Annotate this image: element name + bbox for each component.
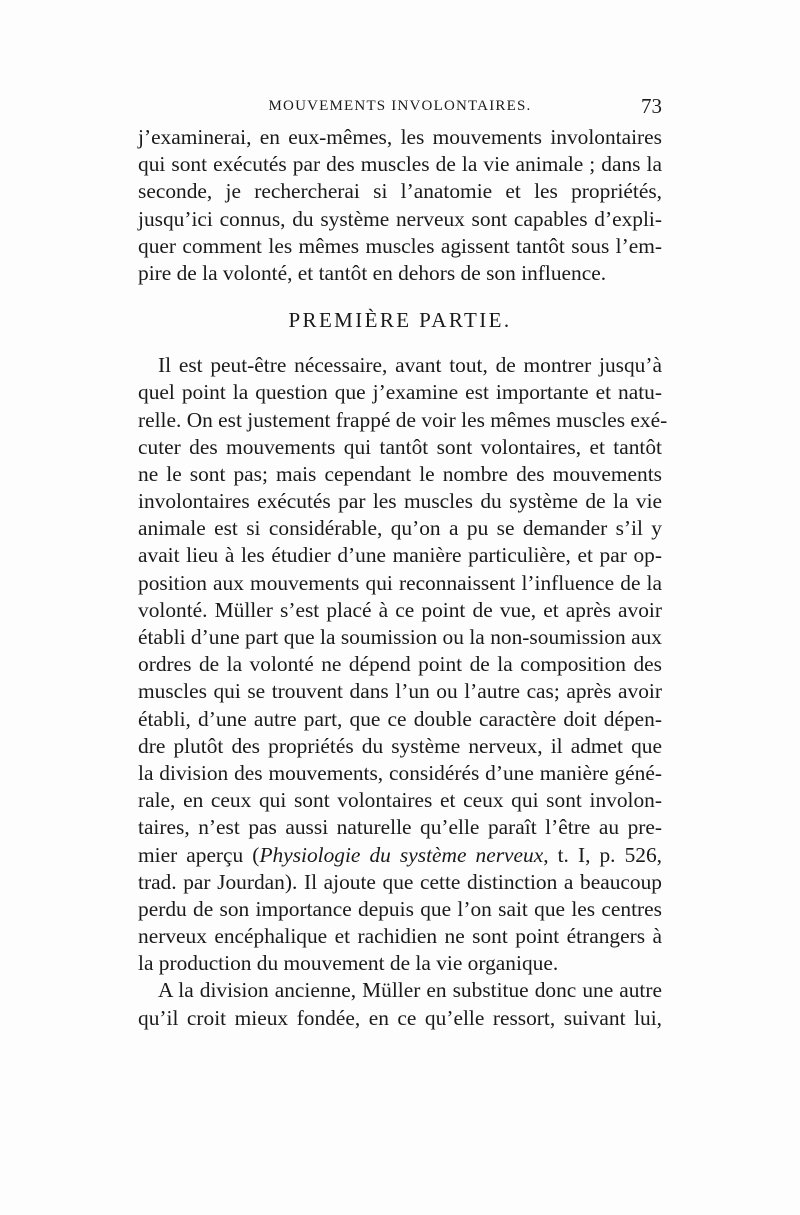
text-line: perdu de son importance depuis que l’on sait que les centres xyxy=(138,896,662,921)
text-line: seconde, je rechercherai si l’anatomie et les propriétés, xyxy=(138,179,662,204)
text-line: cuter des mouvements qui tantôt sont volontaires, et tantôt xyxy=(138,434,662,459)
text-line: relle. On est justement frappé de voir les mêmes muscles exé- xyxy=(138,407,668,432)
text-line: muscles qui se trouvent dans l’un ou l’autre cas; après avoir xyxy=(138,679,662,704)
text-line: quer comment les mêmes muscles agissent tantôt sous l’em- xyxy=(138,233,662,258)
text-line: trad. par Jourdan). Il ajoute que cette distinction a beaucoup xyxy=(138,869,662,894)
text-line: établi d’une part que la soumission ou la non-soumission aux xyxy=(138,625,662,649)
text-line: avait lieu à les étudier d’une manière particulière, et par op- xyxy=(138,543,662,568)
paragraph-first-line: Il est peut-être nécessaire, avant tout, de montrer jusqu’à xyxy=(158,353,662,378)
citation-before: mier aperçu ( xyxy=(138,842,260,867)
citation-line xyxy=(138,842,662,869)
text-line: la production du mouvement de la vie organique. xyxy=(138,951,559,976)
text-line: pire de la volonté, et tantôt en dehors de son influence. xyxy=(138,260,607,285)
text-line: animale est si considérable, qu’on a pu se demander s’il y xyxy=(138,516,662,541)
running-head xyxy=(138,94,662,120)
text-line: rale, en ceux qui sont volontaires et ceux qui sont involon- xyxy=(138,788,662,813)
text-line: j’examinerai, en eux-mêmes, les mouvements involontaires xyxy=(138,125,662,149)
text-line: ne le sont pas; mais cependant le nombre des mouvements xyxy=(138,461,662,486)
text-line: dre plutôt des propriétés du système nerveux, il admet que xyxy=(138,733,662,758)
text-line: nerveux encéphalique et rachidien ne sont point étrangers à xyxy=(138,924,662,949)
running-title: MOUVEMENTS INVOLONTAIRES. xyxy=(268,98,532,114)
text-line: la division des mouvements, considérés d’une manière géné- xyxy=(138,760,662,785)
text-line: quel point la question que j’examine est importante et natu- xyxy=(138,380,662,405)
text-line: position aux mouvements qui reconnaissent l’influence de la xyxy=(138,570,662,595)
text-line: établi, d’une autre part, que ce double caractère doit dépen- xyxy=(138,706,662,731)
page-text xyxy=(138,124,668,1032)
text-line: qui sont exécutés par des muscles de la vie animale ; dans la xyxy=(138,152,662,177)
section-title: PREMIÈRE PARTIE. xyxy=(288,308,512,333)
paragraph-first-line: A la division ancienne, Müller en substitue donc une autre xyxy=(158,978,662,1003)
citation-title: Physiologie du système nerveux xyxy=(259,842,544,867)
citation-after: , t. I, p. 526, xyxy=(543,842,663,867)
page-number: 73 xyxy=(641,94,662,118)
text-line: involontaires exécutés par les muscles du système de la vie xyxy=(138,489,662,514)
text-line: ordres de la volonté ne dépend point de la composition des xyxy=(138,652,662,677)
text-line: qu’il croit mieux fondée, en ce qu’elle ressort, suivant lui, xyxy=(138,1005,662,1030)
text-line: volonté. Müller s’est placé à ce point de vue, et après avoir xyxy=(138,597,662,622)
text-line: jusqu’ici connus, du système nerveux sont capables d’expli- xyxy=(138,206,662,231)
text-line: taires, n’est pas aussi naturelle qu’elle paraît l’être au pre- xyxy=(138,815,662,840)
